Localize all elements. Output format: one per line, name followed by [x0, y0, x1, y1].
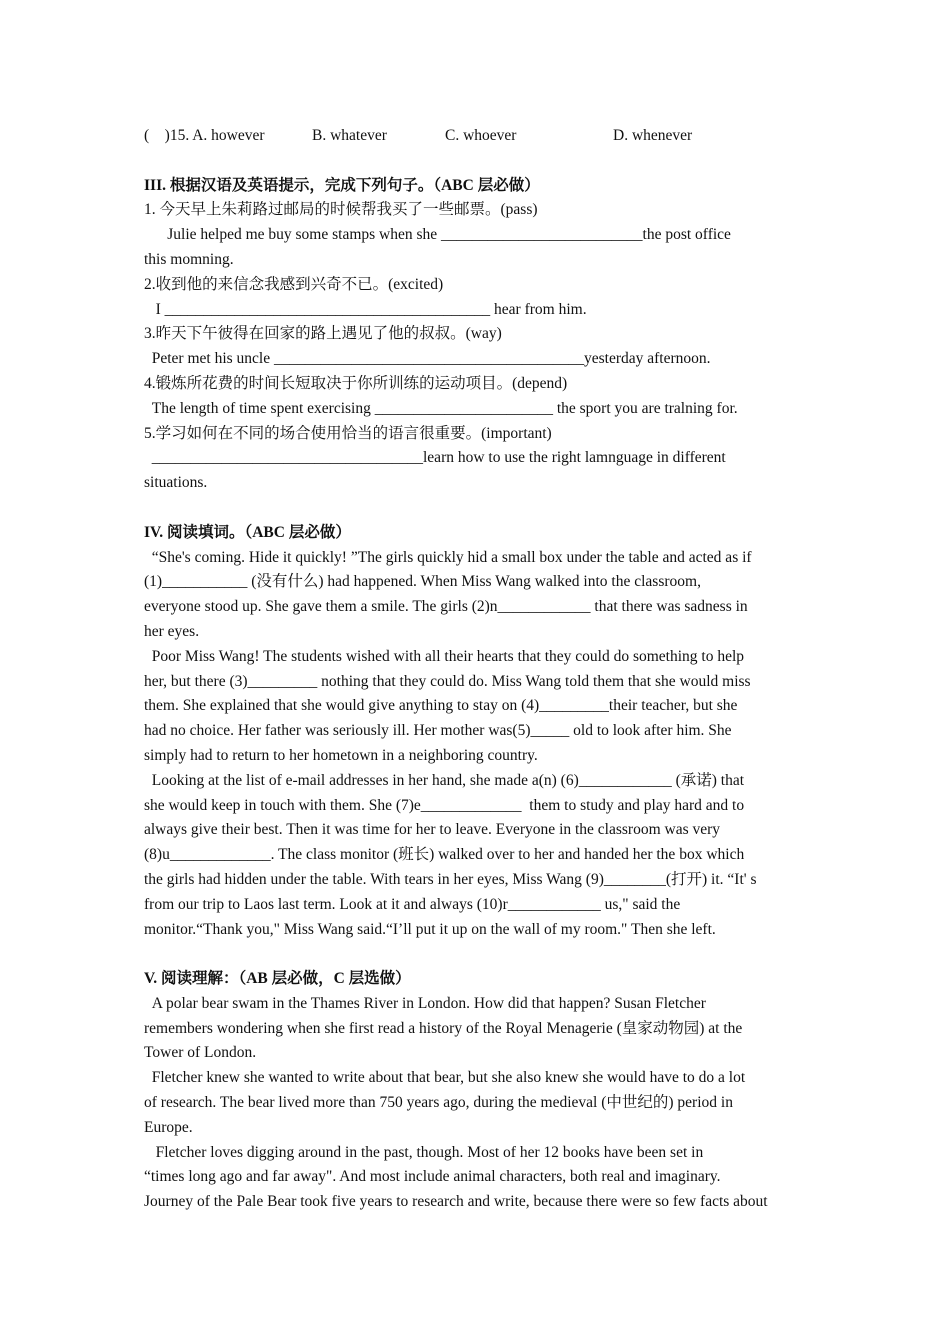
question-15	[144, 124, 808, 149]
question-15-stem: ( )15. A. however	[144, 127, 265, 144]
section-4-line: had no choice. Her father was seriously ill. Her mother was(5)_____ old to look after him. She	[144, 722, 732, 740]
section-4-line: always give their best. Then it was time for her to leave. Everyone in the classroom was very	[144, 821, 721, 839]
section-5-line: Fletcher loves digging around in the past, though. Most of her 12 books have been set in	[144, 1143, 704, 1161]
section-4-heading: IV. 阅读填词。（ABC 层必做）	[144, 523, 351, 541]
section-5-heading: V. 阅读理解：（AB 层必做，C 层选做）	[144, 970, 411, 988]
section-3-line: ___________________________________learn how to use the right lamnguage in different	[144, 449, 726, 467]
section-5-line: “times long ago and far away". And most include animal characters, both real and imaginary.	[144, 1168, 721, 1186]
question-15-option-d: D. whenever	[613, 127, 693, 144]
section-4-line: from our trip to Laos last term. Look at it and always (10)r____________ us," said the	[144, 895, 681, 913]
section-4-line: (1)___________ (没有什么) had happened. When Miss Wang walked into the classroom,	[144, 573, 701, 591]
section-4-line: she would keep in touch with them. She (7)e_____________ them to study and play hard and to	[144, 796, 745, 814]
section-3-line: 4.锻炼所花费的时间长短取决于你所训练的运动项目。(depend)	[144, 374, 568, 392]
section-3-line: this momning.	[144, 250, 234, 268]
section-5-line: remembers wondering when she first read a history of the Royal Menagerie (皇家动物园) at the	[144, 1019, 743, 1037]
section-3-line: 2.收到他的来信念我感到兴奇不已。(excited)	[144, 275, 444, 293]
section-4-line: Poor Miss Wang! The students wished with all their hearts that they could do something to help	[144, 647, 745, 665]
section-5-line: Journey of the Pale Bear took five years to research and write, because there were so few facts about	[144, 1193, 768, 1211]
section-4-line: (8)u_____________. The class monitor (班长) walked over to her and handed her the box which	[144, 846, 745, 864]
section-5-line: A polar bear swam in the Thames River in London. How did that happen? Susan Fletcher	[144, 994, 706, 1012]
section-5-line: of research. The bear lived more than 750 years ago, during the medieval (中世纪的) period in	[144, 1094, 733, 1112]
section-5-line: Europe.	[144, 1118, 193, 1136]
section-5-line: Tower of London.	[144, 1044, 257, 1062]
question-15-option-b: B. whatever	[312, 127, 387, 144]
section-5-line: Fletcher knew she wanted to write about that bear, but she also knew she would have to do a lot	[144, 1069, 746, 1087]
section-4-line: monitor.“Thank you," Miss Wang said.“I’ll put it up on the wall of my room." Then she left.	[144, 920, 716, 938]
section-4-line: simply had to return to her hometown in a neighboring country.	[144, 746, 538, 764]
section-4-line: the girls had hidden under the table. With tears in her eyes, Miss Wang (9)________(打开) it. “It' s	[144, 870, 757, 888]
section-3-line: 5.学习如何在不同的场合使用恰当的语言很重要。(important)	[144, 424, 552, 442]
section-3-line: Julie helped me buy some stamps when she __________________________the post office	[144, 226, 731, 244]
section-3-line: situations.	[144, 474, 208, 492]
section-3-line: The length of time spent exercising _______________________ the sport you are tralning for.	[144, 399, 738, 417]
worksheet-page	[144, 124, 808, 1215]
section-4-line: Looking at the list of e-mail addresses in her hand, she made a(n) (6)____________ (承诺) that	[144, 771, 745, 789]
section-4-line: “She's coming. Hide it quickly! ”The girls quickly hid a small box under the table and acted as if	[144, 548, 752, 566]
section-3-line: Peter met his uncle ________________________________________yesterday afternoon.	[144, 350, 711, 368]
question-15-option-c: C. whoever	[445, 127, 517, 144]
section-4-line: her eyes.	[144, 622, 200, 640]
section-4-line: her, but there (3)_________ nothing that they could do. Miss Wang told them that she would miss	[144, 672, 751, 690]
section-3-line: 3.昨天下午彼得在回家的路上遇见了他的叔叔。(way)	[144, 325, 502, 343]
section-4-line: everyone stood up. She gave them a smile. The girls (2)n____________ that there was sadness in	[144, 598, 748, 616]
section-3-line: I __________________________________________ hear from him.	[144, 300, 587, 318]
section-3-line: 1. 今天早上朱莉路过邮局的时候帮我买了一些邮票。(pass)	[144, 201, 538, 219]
section-4-line: them. She explained that she would give anything to stay on (4)_________their teacher, but she	[144, 697, 738, 715]
section-3-heading: III. 根据汉语及英语提示，完成下列句子。（ABC 层必做）	[144, 176, 540, 194]
